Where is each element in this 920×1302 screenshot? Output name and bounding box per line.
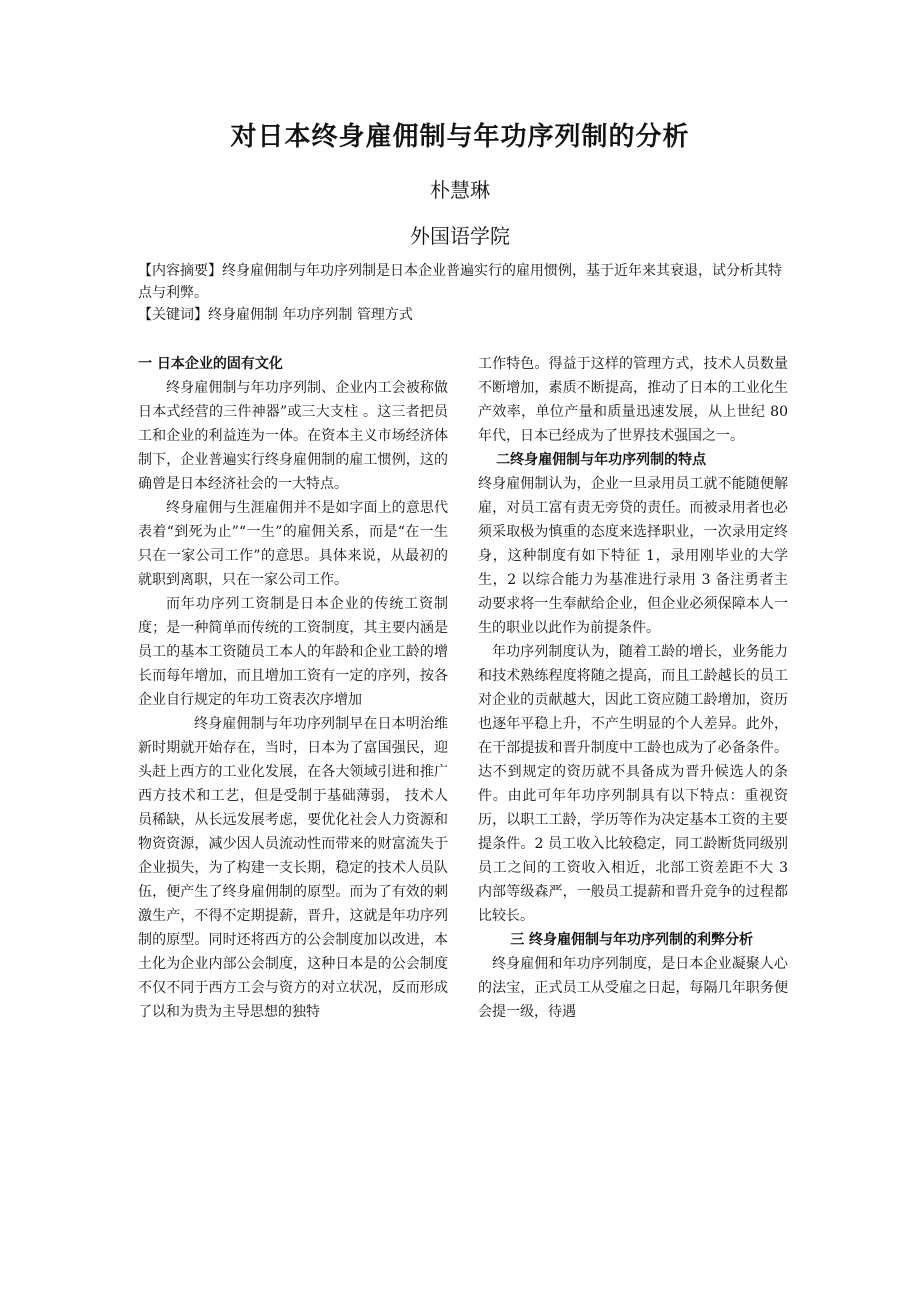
section-heading-1: 一 日本企业的固有文化 xyxy=(138,356,283,372)
paragraph: 终身雇佣制认为，企业一旦录用员工就不能随便解雇，对员工富有责无旁贷的责任。而被录用者也必须采取极为慎重的态度来选择职业，一次录用定终身，这种制度有如下特征 1，录用刚毕业的大学生，2 以综合能力为基准进行录用 3 备注勇者主动要求将一生奉献给企业，但企业必须保障本人一生的职业以此作为前提条件。 xyxy=(478,476,788,636)
left-column xyxy=(138,352,448,1024)
abstract: 【内容摘要】终身雇佣制与年功序列制是日本企业普遍实行的雇用惯例，基于近年来其衰退，试分析其特点与利弊。 xyxy=(138,263,782,301)
author-affiliation: 外国语学院 xyxy=(410,224,510,248)
keywords: 【关键词】终身雇佣制 年功序列制 管理方式 xyxy=(138,307,413,323)
author-name: 朴慧琳 xyxy=(430,178,490,202)
paragraph: 终身雇佣制与年功序列制早在日本明治维新时期就开始存在，当时，日本为了富国强民，迎头赶上西方的工业化发展，在各大领域引进和推广西方技术和工艺，但是受制于基础薄弱， 技术人员稀缺，从长远发展考虑，要优化社会人力资源和物资资源，减少因人员流动性而带来的财富流失于企业损失，为了构建一支长期，稳定的技术人员队伍，便产生了终身雇佣制的原型。而为了有效的刺激生产，不得不定期提薪，晋升，这就是年功序列制的原型。同时还将西方的公会制度加以改进，本土化为企业内部公会制度，这种日本是的公会制度不仅不同于西方工会与资方的对立状况，反而形成了以和为贵为主导思想的独特 xyxy=(138,716,448,1020)
paragraph: 终身雇佣制与年功序列制、企业内工会被称做日本式经营的三件神器”或三大支柱 。这三者把员工和企业的利益连为一体。在资本主义市场经济体制下，企业普遍实行终身雇佣制的雇工惯例，这的确曾是日本经济社会的一大特点。 xyxy=(138,380,448,492)
paragraph: 而年功序列工资制是日本企业的传统工资制度；是一种简单而传统的工资制度，其主要内涵是员工的基本工资随员工本人的年龄和企业工龄的增长而每年增加，而且增加工资有一定的序列，按各企业自行规定的年功工资表次序增加 xyxy=(138,596,448,708)
section-heading-2: 二终身雇佣制与年功序列制的特点 xyxy=(496,452,707,468)
paper-title: 对日本终身雇佣制与年功序列制的分析 xyxy=(230,122,690,152)
right-column xyxy=(478,352,788,1024)
paragraph: 工作特色。得益于这样的管理方式，技术人员数量不断增加，素质不断提高，推动了日本的工业化生产效率，单位产量和质量迅速发展，从上世纪 80 年代，日本已经成为了世界技术强国之一。 xyxy=(478,356,788,444)
paragraph: 终身雇佣与生涯雇佣并不是如字面上的意思代表着“到死为止”“一生”的雇佣关系，而是“在一生只在一家公司工作”的意思。具体来说，从最初的就职到离职，只在一家公司工作。 xyxy=(138,500,448,588)
paragraph: 年功序列制度认为，随着工龄的增长，业务能力和技术熟练程度将随之提高，而且工龄越长的员工对企业的贡献越大，因此工资应随工龄增加，资历也逐年平稳上升，不产生明显的个人差异。此外，在干部提拔和晋升制度中工龄也成为了必备条件。达不到规定的资历就不具备成为晋升候选人的条件。由此可年年功序列制具有以下特点：重视资历，以职工工龄，学历等作为决定基本工资的主要提条件。2 员工收入比较稳定，同工龄断货同级别员工之间的工资收入相近，北部工资差距不大 3 内部等级森严，一般员工提薪和晋升竞争的过程都比较长。 xyxy=(478,644,788,924)
section-heading-3: 三 终身雇佣制与年功序列制的利弊分析 xyxy=(510,932,754,948)
paragraph: 终身雇佣和年功序列制度，是日本企业凝聚人心的法宝，正式员工从受雇之日起，每隔几年职务便会提一级，待遇 xyxy=(478,956,788,1020)
